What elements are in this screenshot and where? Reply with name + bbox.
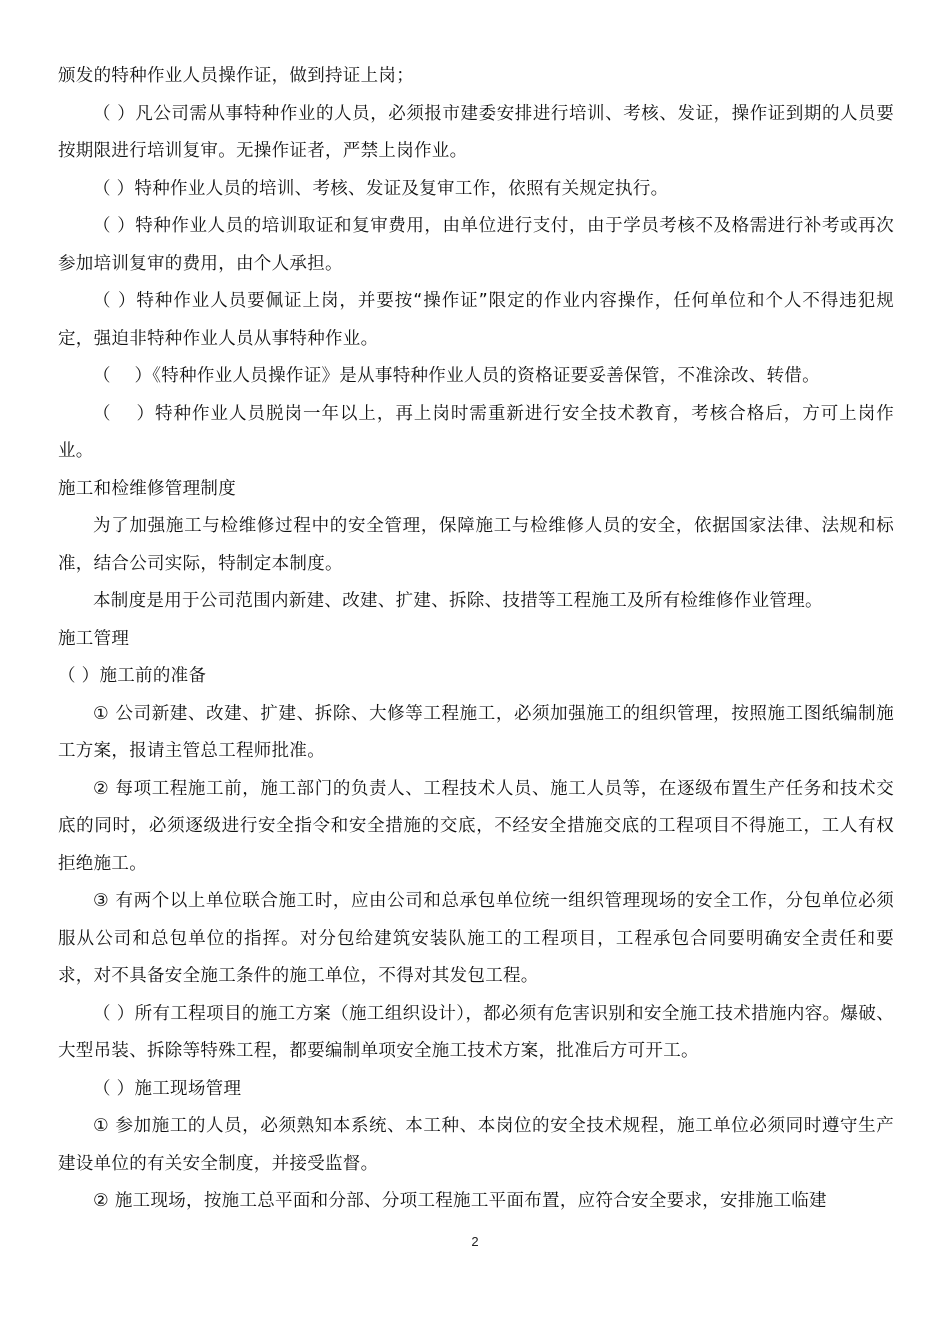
paragraph: ① 公司新建、改建、扩建、拆除、大修等工程施工，必须加强施工的组织管理，按照施工图纸编制施工方案，报请主管总工程师批准。: [58, 703, 894, 761]
subsection-heading: （ ）施工现场管理: [93, 1078, 242, 1099]
paragraph: ③ 有两个以上单位联合施工时，应由公司和总承包单位统一组织管理现场的安全工作，分包单位必须服从公司和总包单位的指挥。对分包给建筑安装队施工的工程项目，工程承包合同要明确安全责任和要求，对不具备安全施工条件的施工单位，不得对其发包工程。: [58, 891, 894, 986]
paragraph: 颁发的特种作业人员操作证，做到持证上岗；: [58, 66, 414, 86]
paragraph: （ ）特种作业人员的培训、考核、发证及复审工作，依照有关规定执行。: [93, 178, 669, 199]
paragraph: （ ）特种作业人员要佩证上岗，并要按“操作证”限定的作业内容操作，任何单位和个人不得违犯规定，强迫非特种作业人员从事特种作业。: [58, 291, 894, 349]
paragraph: 为了加强施工与检维修过程中的安全管理，保障施工与检维修人员的安全，依据国家法律、法规和标准，结合公司实际，特制定本制度。: [58, 516, 894, 574]
document-body: [58, 58, 894, 1221]
paragraph: ② 每项工程施工前，施工部门的负责人、工程技术人员、施工人员等，在逐级布置生产任务和技术交底的同时，必须逐级进行安全指令和安全措施的交底，不经安全措施交底的工程项目不得施工，工人有权拒绝施工。: [58, 778, 894, 874]
section-heading: 施工和检维修管理制度: [58, 478, 236, 499]
paragraph: （ ）《特种作业人员操作证》是从事特种作业人员的资格证要妥善保管，不准涂改、转借。: [93, 366, 820, 386]
paragraph: ① 参加施工的人员，必须熟知本系统、本工种、本岗位的安全技术规程，施工单位必须同时遵守生产建设单位的有关安全制度，并接受监督。: [58, 1116, 894, 1174]
paragraph: ② 施工现场，按施工总平面和分部、分项工程施工平面布置，应符合安全要求，安排施工临建: [93, 1191, 827, 1211]
paragraph: （ ）所有工程项目的施工方案（施工组织设计），都必须有危害识别和安全施工技术措施内容。爆破、大型吊装、拆除等特殊工程，都要编制单项安全施工技术方案，批准后方可开工。: [58, 1003, 894, 1061]
paragraph: 本制度是用于公司范围内新建、改建、扩建、拆除、技措等工程施工及所有检维修作业管理。: [93, 591, 823, 611]
section-heading: 施工管理: [58, 628, 130, 649]
paragraph: （ ）凡公司需从事特种作业的人员，必须报市建委安排进行培训、考核、发证，操作证到期的人员要按期限进行培训复审。无操作证者，严禁上岗作业。: [58, 103, 894, 161]
paragraph: （ ）特种作业人员脱岗一年以上，再上岗时需重新进行安全技术教育，考核合格后，方可上岗作业。: [58, 403, 894, 461]
paragraph: （ ）特种作业人员的培训取证和复审费用，由单位进行支付，由于学员考核不及格需进行补考或再次参加培训复审的费用，由个人承担。: [58, 216, 894, 274]
subsection-heading: （ ）施工前的准备: [58, 666, 207, 686]
page-number: 2: [471, 1234, 479, 1249]
